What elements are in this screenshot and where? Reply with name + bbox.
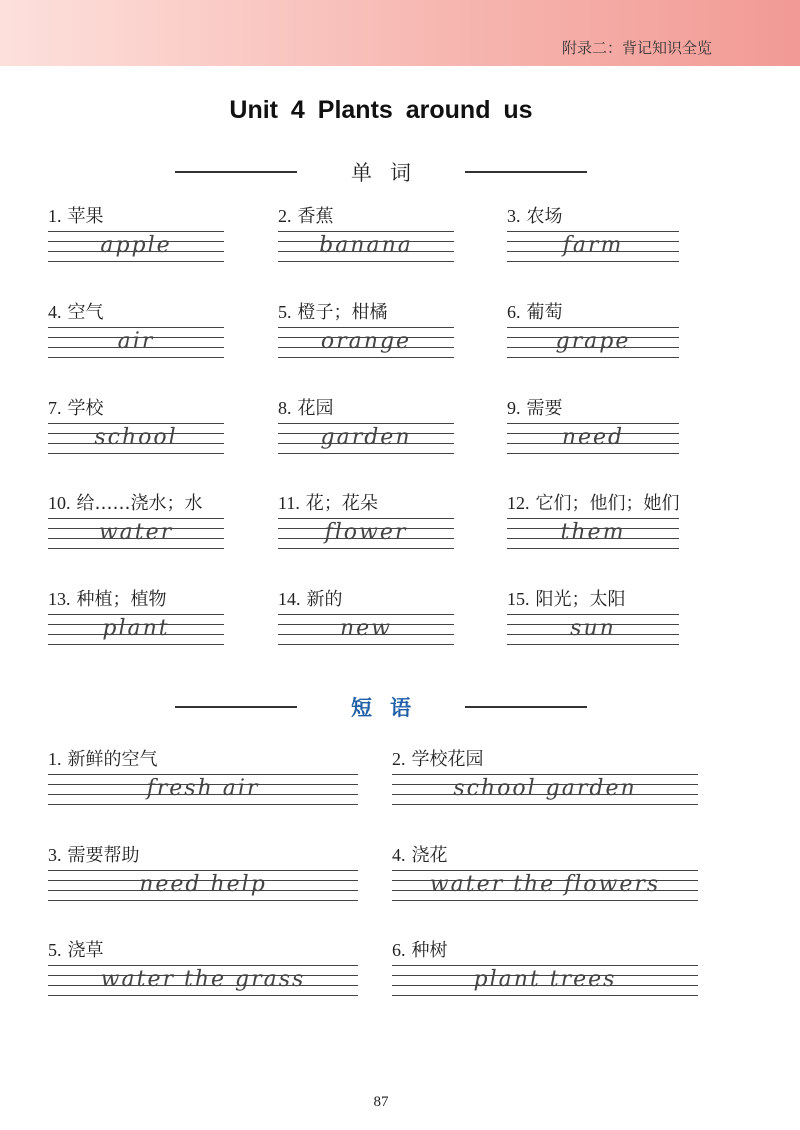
chinese-meaning: 苹果	[67, 206, 104, 227]
words-section-label: 单词	[351, 161, 429, 185]
english-answer: new	[339, 616, 393, 641]
word-prompt	[507, 585, 626, 611]
item-number: 4.	[392, 845, 406, 865]
word-prompt	[278, 394, 334, 420]
item-number: 5.	[48, 940, 62, 960]
word-prompt	[48, 298, 104, 324]
english-answer: grape	[555, 329, 631, 354]
phrase-prompt	[392, 841, 448, 867]
english-answer: orange	[320, 329, 412, 354]
english-answer: water the grass	[100, 967, 306, 992]
word-prompt	[48, 202, 104, 228]
divider-right	[465, 706, 587, 708]
chinese-meaning: 学校	[67, 398, 104, 419]
chinese-meaning: 葡萄	[526, 302, 563, 323]
divider-right	[465, 171, 587, 173]
words-section-header	[0, 157, 762, 187]
header-band	[0, 0, 800, 66]
item-number: 15.	[507, 589, 530, 609]
word-prompt	[507, 202, 563, 228]
phrase-prompt	[48, 936, 104, 962]
chinese-meaning: 给……浇水；水	[76, 493, 203, 514]
phrases-section-label: 短语	[351, 696, 429, 720]
english-answer: plant	[102, 616, 170, 641]
chinese-meaning: 农场	[526, 206, 563, 227]
appendix-title: 附录二：背记知识全览	[561, 39, 712, 57]
english-answer: school	[94, 425, 178, 450]
chinese-meaning: 需要	[526, 398, 563, 419]
english-answer: air	[117, 329, 155, 354]
phrase-prompt	[392, 745, 484, 771]
word-prompt	[48, 585, 167, 611]
word-prompt	[48, 394, 104, 420]
item-number: 9.	[507, 398, 521, 418]
item-number: 6.	[392, 940, 406, 960]
divider-left	[175, 171, 297, 173]
word-prompt	[507, 394, 563, 420]
phrase-prompt	[392, 936, 448, 962]
english-answer: need	[561, 425, 625, 450]
item-number: 8.	[278, 398, 292, 418]
chinese-meaning: 新的	[306, 589, 343, 610]
english-answer: plant trees	[473, 967, 617, 992]
phrase-prompt	[48, 841, 140, 867]
item-number: 14.	[278, 589, 301, 609]
chinese-meaning: 橙子；柑橘	[297, 302, 388, 323]
chinese-meaning: 它们；他们；她们	[535, 493, 680, 514]
chinese-meaning: 浇花	[411, 845, 448, 866]
chinese-meaning: 香蕉	[297, 206, 334, 227]
item-number: 7.	[48, 398, 62, 418]
english-answer: water the flowers	[429, 872, 661, 897]
word-prompt	[278, 202, 334, 228]
chinese-meaning: 花园	[297, 398, 334, 419]
item-number: 4.	[48, 302, 62, 322]
english-answer: flower	[324, 520, 408, 545]
item-number: 3.	[48, 845, 62, 865]
word-prompt	[278, 489, 378, 515]
phrases-section-header	[0, 692, 762, 722]
chinese-meaning: 花；花朵	[305, 493, 378, 514]
chinese-meaning: 浇草	[67, 940, 104, 961]
word-prompt	[278, 585, 343, 611]
item-number: 5.	[278, 302, 292, 322]
item-number: 2.	[392, 749, 406, 769]
phrase-prompt	[48, 745, 158, 771]
divider-left	[175, 706, 297, 708]
english-answer: sun	[570, 616, 616, 641]
page-number: 87	[373, 1094, 389, 1110]
chinese-meaning: 种植；植物	[76, 589, 167, 610]
chinese-meaning: 空气	[67, 302, 104, 323]
item-number: 2.	[278, 206, 292, 226]
chinese-meaning: 需要帮助	[67, 845, 140, 866]
english-answer: banana	[319, 233, 413, 258]
item-number: 6.	[507, 302, 521, 322]
english-answer: need help	[139, 872, 267, 897]
english-answer: water	[98, 520, 174, 545]
word-prompt	[507, 489, 680, 515]
item-number: 12.	[507, 493, 530, 513]
item-number: 13.	[48, 589, 71, 609]
english-answer: farm	[562, 233, 624, 258]
english-answer: fresh air	[146, 776, 260, 801]
item-number: 3.	[507, 206, 521, 226]
item-number: 11.	[278, 493, 300, 513]
unit-title: Unit 4 Plants around us	[229, 96, 533, 124]
english-answer: garden	[320, 425, 412, 450]
word-prompt	[48, 489, 203, 515]
item-number: 1.	[48, 749, 62, 769]
word-prompt	[507, 298, 563, 324]
english-answer: them	[560, 520, 626, 545]
chinese-meaning: 阳光；太阳	[535, 589, 626, 610]
chinese-meaning: 新鲜的空气	[67, 749, 158, 770]
word-prompt	[278, 298, 388, 324]
english-answer: apple	[100, 233, 172, 258]
chinese-meaning: 种树	[411, 940, 448, 961]
item-number: 1.	[48, 206, 62, 226]
english-answer: school garden	[453, 776, 637, 801]
item-number: 10.	[48, 493, 71, 513]
chinese-meaning: 学校花园	[411, 749, 484, 770]
